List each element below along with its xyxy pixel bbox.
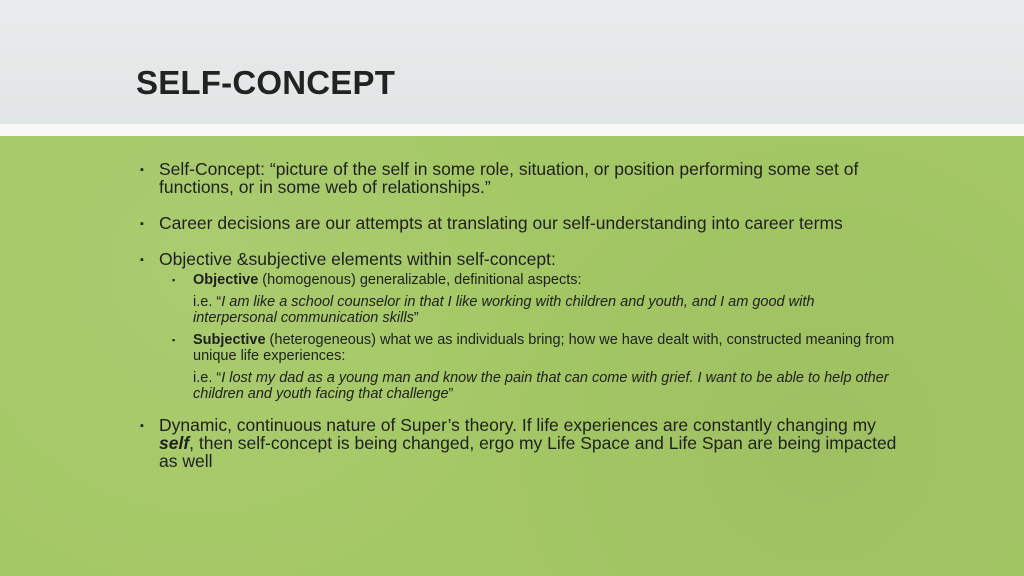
example-quote-text: I lost my dad as a young man and know the pain that can come with grief. I want to be able to help other children and youth facing that challenge (193, 370, 889, 402)
sub-bullet-text: (heterogeneous) what we as individuals bring; how we have dealt with, constructed meaning from unique life experiences: (193, 332, 895, 364)
bullet-item (140, 214, 900, 232)
sub-bullet-marker: ▪ (172, 335, 176, 345)
bullet-text: Dynamic, continuous nature of Super’s theory. If life experiences are constantly changing my (159, 415, 876, 435)
bullet-item (140, 416, 900, 470)
bullet-marker: ▪ (140, 218, 144, 230)
bullet-list (140, 160, 900, 488)
sub-bullet-item (172, 272, 900, 288)
sub-bullet-item (172, 332, 900, 364)
sub-bullet-label: Subjective (193, 332, 266, 348)
bullet-marker: ▪ (140, 164, 144, 176)
example-quote-text: I am like a school counselor in that I like working with children and youth, and I am good with interpersonal communication skills (193, 294, 815, 326)
example-quote: i.e. “I lost my dad as a young man and know the pain that can come with grief. I want to be able to help other children and youth facing that challenge” (193, 370, 889, 402)
sub-bullet-label: Objective (193, 272, 259, 288)
bullet-item (140, 250, 900, 268)
bullet-marker: ▪ (140, 420, 144, 432)
bullet-marker: ▪ (140, 254, 144, 266)
bullet-text: Objective &subjective elements within self-concept: (159, 249, 556, 269)
sub-bullet-marker: ▪ (172, 275, 176, 285)
emphasis-text: self (159, 433, 190, 453)
example-quote: i.e. “I am like a school counselor in that I like working with children and youth, and I am good with interpersonal communication skills” (193, 294, 815, 326)
slide-title: SELF-CONCEPT (136, 64, 396, 101)
bullet-text: Self-Concept: “picture of the self in some role, situation, or position performing some set of functions, or in some web of relationships.” (159, 159, 859, 197)
bullet-item (140, 160, 900, 196)
bullet-text: , then self-concept is being changed, ergo my Life Space and Life Span are being impacted as well (159, 433, 897, 471)
bullet-text: Career decisions are our attempts at translating our self-understanding into career terms (159, 213, 843, 233)
sub-bullet-list (140, 272, 900, 402)
sub-bullet-text: (homogenous) generalizable, definitional aspects: (258, 272, 582, 288)
